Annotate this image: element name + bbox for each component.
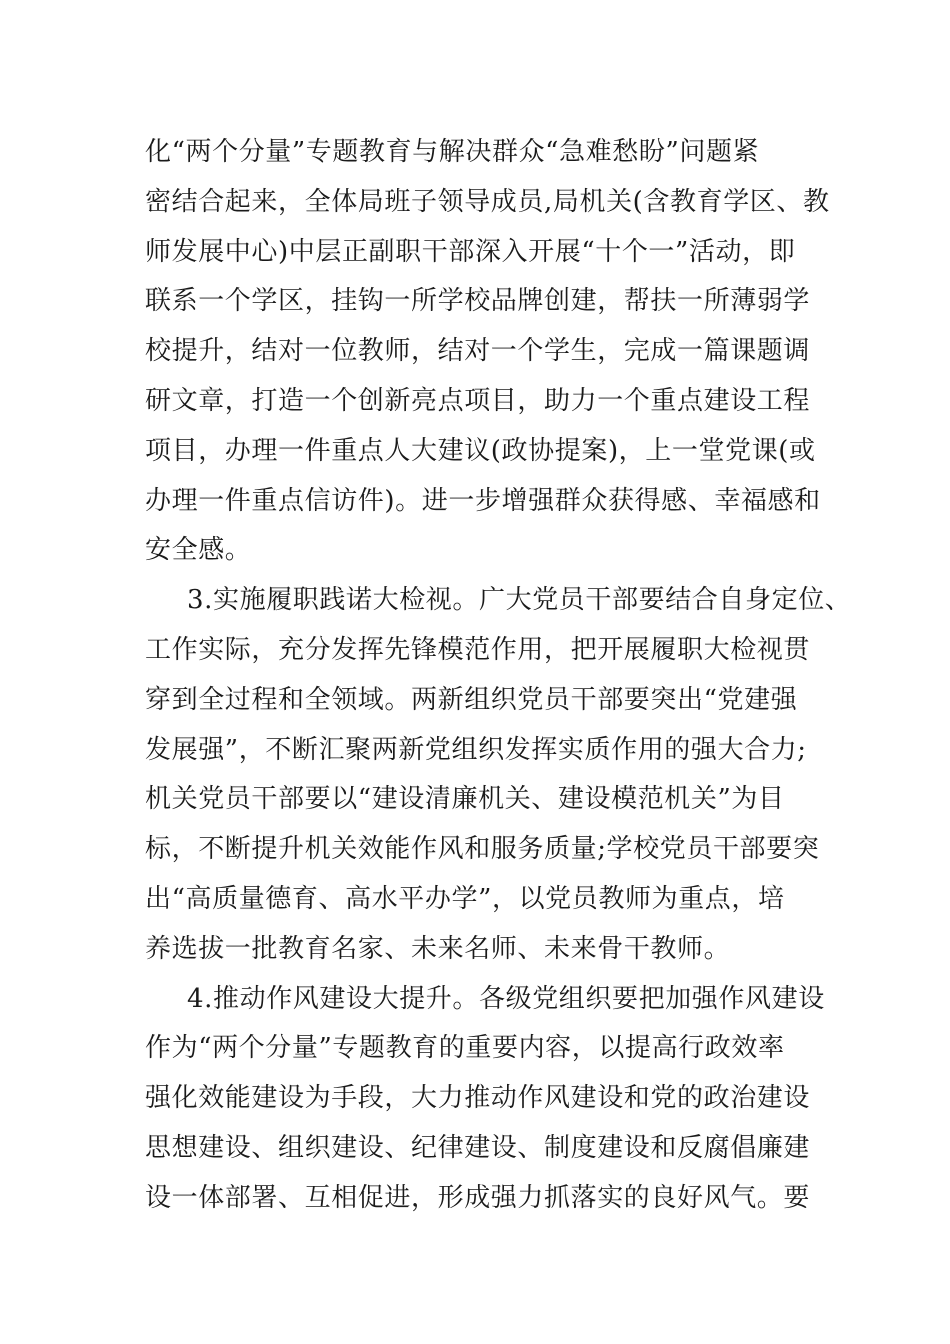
text-line: 机关党员干部要以“建设清廉机关、建设模范机关”为目 bbox=[145, 784, 785, 815]
text-line: 思想建设、组织建设、纪律建设、制度建设和反腐倡廉建 bbox=[145, 1132, 811, 1163]
text-line: 设一体部署、互相促进，形成强力抓落实的良好风气。要 bbox=[145, 1182, 811, 1213]
text-line: 项目，办理一件重点人大建议(政协提案)，上一堂党课(或 bbox=[145, 435, 816, 466]
text-line: 工作实际，充分发挥先锋模范作用，把开展履职大检视贯 bbox=[145, 634, 811, 665]
text-line: 联系一个学区，挂钩一所学校品牌创建，帮扶一所薄弱学 bbox=[145, 286, 811, 317]
paragraph-continuation bbox=[145, 128, 830, 576]
paragraph-item-4 bbox=[145, 975, 825, 1224]
text-line: 穿到全过程和全领域。两新组织党员干部要突出“党建强 bbox=[145, 684, 798, 715]
text-line: 发展强”，不断汇聚两新党组织发挥实质作用的强大合力; bbox=[145, 734, 807, 765]
text-line: 标，不断提升机关效能作风和服务质量;学校党员干部要突 bbox=[145, 834, 820, 865]
text-line: 密结合起来，全体局班子领导成员,局机关(含教育学区、教 bbox=[145, 186, 830, 217]
text-line: 化“两个分量”专题教育与解决群众“急难愁盼”问题紧 bbox=[145, 137, 760, 167]
body-text bbox=[145, 128, 852, 1224]
text-line: 养选拔一批教育名家、未来名师、未来骨干教师。 bbox=[145, 933, 731, 964]
text-line: 作为“两个分量”专题教育的重要内容，以提高行政效率 bbox=[145, 1033, 785, 1064]
text-line: 办理一件重点信访件)。进一步增强群众获得感、幸福感和 bbox=[145, 485, 821, 516]
text-line: 出“高质量德育、高水平办学”，以党员教师为重点，培 bbox=[145, 883, 785, 914]
text-line: 师发展中心)中层正副职干部深入开展“十个一”活动，即 bbox=[145, 236, 796, 267]
text-line: 3.实施履职践诺大检视。广大党员干部要结合自身定位、 bbox=[187, 585, 852, 616]
text-line: 强化效能建设为手段，大力推动作风建设和党的政治建设 bbox=[145, 1083, 811, 1114]
text-line: 4.推动作风建设大提升。各级党组织要把加强作风建设 bbox=[187, 983, 825, 1014]
text-line: 校提升，结对一位教师，结对一个学生，完成一篇课题调 bbox=[145, 336, 811, 367]
text-line: 研文章，打造一个创新亮点项目，助力一个重点建设工程 bbox=[145, 385, 811, 416]
text-line: 安全感。 bbox=[145, 535, 252, 566]
paragraph-item-3 bbox=[145, 576, 852, 974]
